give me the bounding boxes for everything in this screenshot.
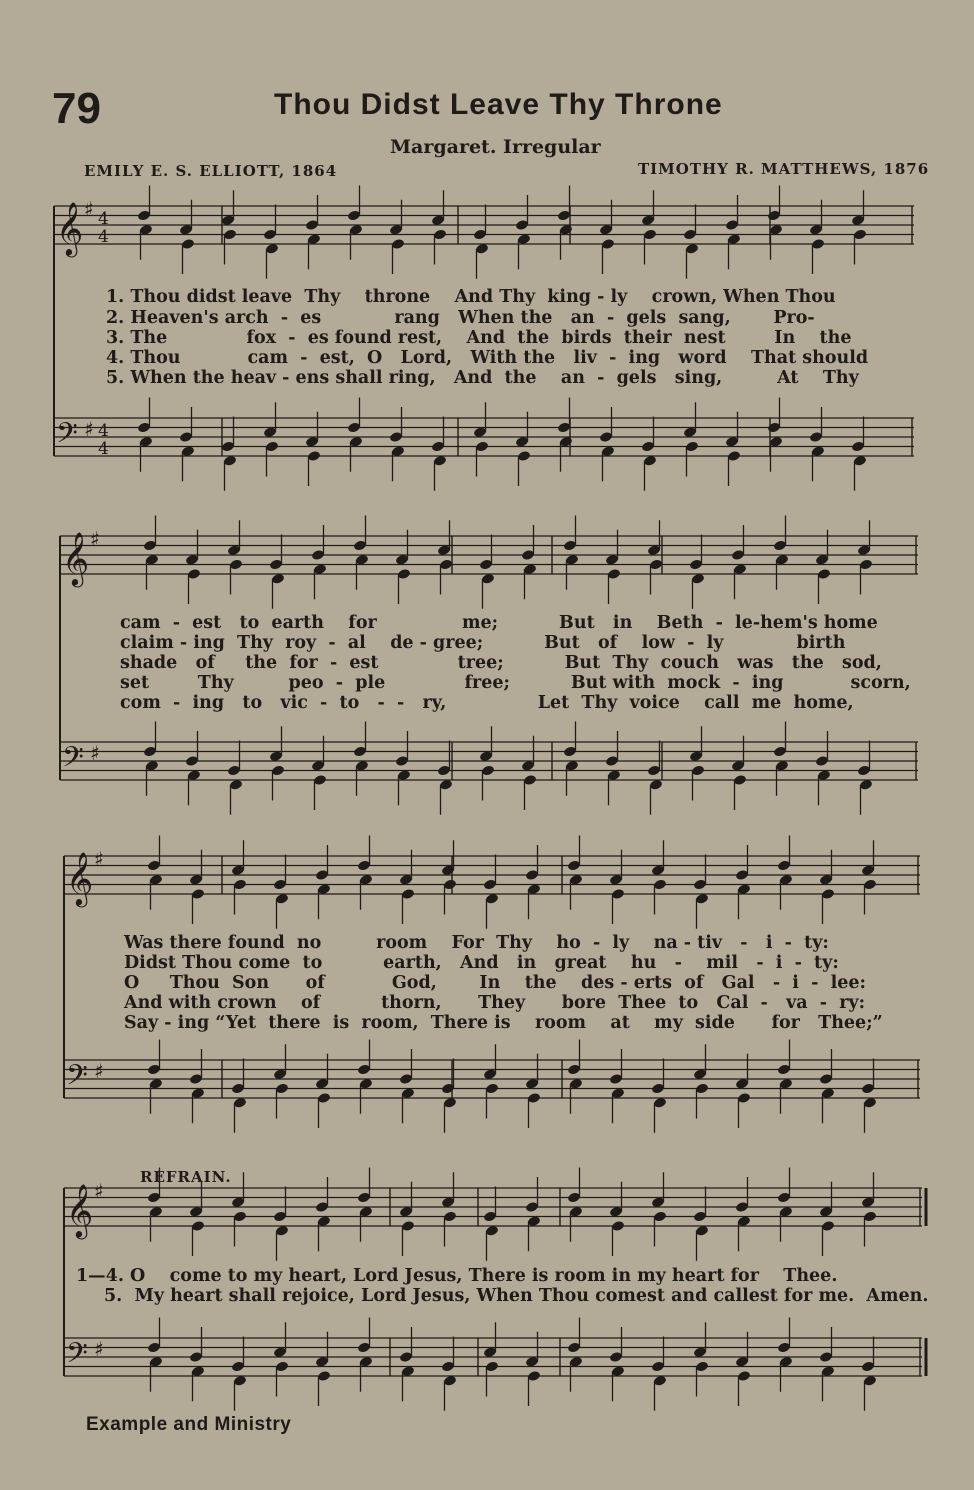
bass-clef: 𝄢 [66, 1337, 88, 1377]
lyric-line: shade of the for - est tree; But Thy couch was the sod, [120, 653, 882, 673]
refrain-label: REFRAIN. [140, 1168, 232, 1186]
time-signature: 4 [98, 209, 109, 229]
hymn-title: Thou Didst Leave Thy Throne [274, 88, 723, 121]
hymn-number: 79 [52, 84, 101, 133]
treble-clef: 𝄞 [56, 201, 84, 255]
lyric-line: cam - est to earth for me; But in Beth - le-hem's home [120, 613, 878, 633]
lyric-line: 2. Heaven's arch - es rang When the an - gels sang, Pro- [106, 308, 815, 328]
lyric-line: 4. Thou cam - est, O Lord, With the liv - ing word That should [106, 348, 869, 368]
bass-clef: 𝄢 [62, 741, 84, 781]
lyric-line: 1. Thou didst leave Thy throne And Thy king - ly crown, When Thou [106, 287, 836, 307]
key-signature: ♯ [94, 847, 104, 871]
lyric-line: claim - ing Thy roy - al de - gree; But of low - ly birth [120, 633, 846, 653]
time-signature: 4 [98, 227, 109, 247]
lyric-line: 5. When the heav - ens shall ring, And the an - gels sing, At Thy [106, 368, 859, 388]
lyric-line: Was there found no room For Thy ho - ly na - tiv - i - ty: [124, 933, 829, 953]
bass-clef: 𝄢 [66, 1059, 88, 1099]
treble-clef: 𝄞 [66, 1183, 94, 1237]
refrain-line: 1—4. O come to my heart, Lord Jesus, There is room in my heart for Thee. [76, 1266, 838, 1286]
refrain-line: 5. My heart shall rejoice, Lord Jesus, When Thou comest and callest for me. Amen. [104, 1286, 929, 1306]
key-signature: ♯ [94, 1059, 104, 1083]
composer-credit: TIMOTHY R. MATTHEWS, 1876 [638, 160, 930, 178]
key-signature: ♯ [94, 1179, 104, 1203]
lyric-line: 3. The fox - es found rest, And the birds their nest In the [106, 328, 852, 348]
lyric-line: Didst Thou come to earth, And in great hu - mil - i - ty: [124, 953, 839, 973]
key-signature: ♯ [84, 417, 94, 441]
lyric-line: com - ing to vic - to - - ry, Let Thy voice call me home, [120, 693, 854, 713]
lyric-line: And with crown of thorn, They bore Thee to Cal - va - ry: [124, 993, 866, 1013]
key-signature: ♯ [90, 741, 100, 765]
lyric-line: O Thou Son of God, In the des - erts of Gal - i - lee: [124, 973, 866, 993]
footer-topic: Example and Ministry [86, 1414, 292, 1435]
key-signature: ♯ [90, 527, 100, 551]
key-signature: ♯ [94, 1337, 104, 1361]
bass-clef: 𝄢 [56, 417, 78, 457]
treble-clef: 𝄞 [66, 851, 94, 905]
time-signature: 4 [98, 439, 109, 459]
tune-name: Margaret. Irregular [390, 136, 601, 158]
author-credit: EMILY E. S. ELLIOTT, 1864 [84, 162, 338, 180]
treble-clef: 𝄞 [62, 531, 90, 585]
lyric-line: Say - ing “Yet there is room, There is room at my side for Thee;” [124, 1013, 883, 1033]
key-signature: ♯ [84, 197, 94, 221]
lyric-line: set Thy peo - ple free; But with mock - ing scorn, [120, 673, 911, 693]
time-signature: 4 [98, 421, 109, 441]
